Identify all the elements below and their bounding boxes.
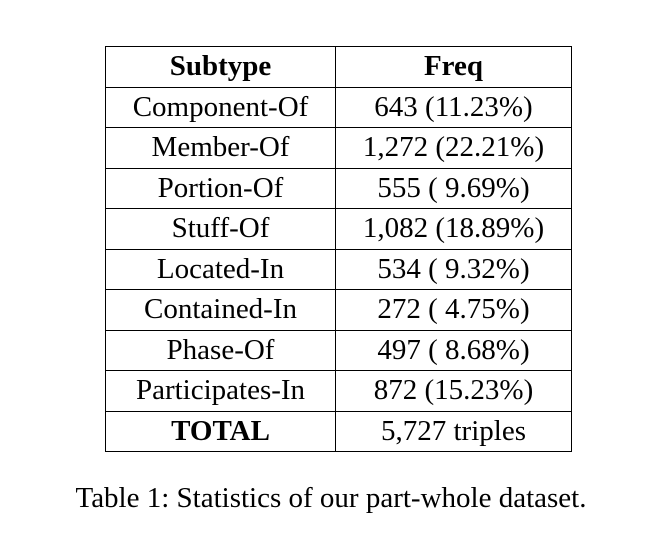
statistics-table	[105, 46, 572, 452]
table-row	[106, 168, 572, 209]
freq-cell: 497 ( 8.68%)	[336, 330, 572, 371]
table-row	[106, 128, 572, 169]
freq-cell: 872 (15.23%)	[336, 371, 572, 412]
freq-cell: 1,082 (18.89%)	[336, 209, 572, 250]
freq-cell: 534 ( 9.32%)	[336, 249, 572, 290]
subtype-cell: Component-Of	[106, 87, 336, 128]
table-row	[106, 290, 572, 331]
table-row	[106, 330, 572, 371]
freq-cell: 643 (11.23%)	[336, 87, 572, 128]
freq-cell: 1,272 (22.21%)	[336, 128, 572, 169]
column-header-subtype: Subtype	[106, 47, 336, 88]
table-row	[106, 249, 572, 290]
subtype-cell: Stuff-Of	[106, 209, 336, 250]
total-label-cell: TOTAL	[106, 411, 336, 452]
subtype-cell: Located-In	[106, 249, 336, 290]
column-header-freq: Freq	[336, 47, 572, 88]
table-row	[106, 371, 572, 412]
table-caption: Table 1: Statistics of our part-whole dataset.	[75, 482, 587, 514]
subtype-cell: Member-Of	[106, 128, 336, 169]
total-row	[106, 411, 572, 452]
subtype-cell: Portion-Of	[106, 168, 336, 209]
subtype-cell: Phase-Of	[106, 330, 336, 371]
freq-cell: 555 ( 9.69%)	[336, 168, 572, 209]
table-row	[106, 87, 572, 128]
header-row	[106, 47, 572, 88]
table-row	[106, 209, 572, 250]
freq-cell: 272 ( 4.75%)	[336, 290, 572, 331]
subtype-cell: Contained-In	[106, 290, 336, 331]
subtype-cell: Participates-In	[106, 371, 336, 412]
total-value-cell: 5,727 triples	[336, 411, 572, 452]
